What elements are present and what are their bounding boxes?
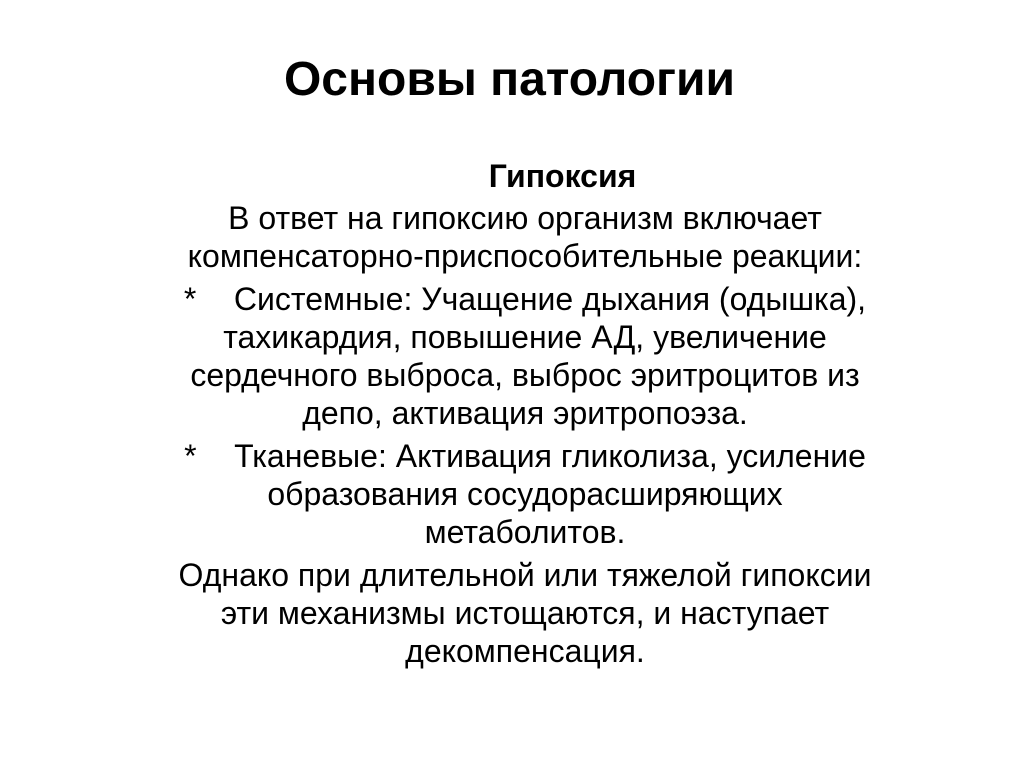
tissue-bullet [90, 437, 960, 551]
conclusion-paragraph [90, 556, 960, 670]
bullet-text-line: образования сосудорасширяющих [267, 476, 783, 512]
intro-paragraph [90, 199, 960, 275]
bullet-marker: * [184, 438, 197, 474]
bullet-marker: * [183, 281, 197, 317]
slide-title: Основы патологии [283, 53, 736, 106]
intro-line: компенсаторно-приспособительные реакции: [187, 238, 863, 274]
bullet-text-line: Тканевые: Активация гликолиза, усиление [234, 438, 866, 474]
conclusion-line: Однако при длительной или тяжелой гипоксии [178, 557, 872, 593]
bullet-text-line: Системные: Учащение дыхания (одышка), [233, 281, 867, 317]
intro-line: В ответ на гипоксию организм включает [228, 200, 822, 236]
subheading: Гипоксия [488, 158, 637, 194]
bullet-text-line: тахикардия, повышение АД, увеличение [223, 319, 827, 355]
slide-body [90, 157, 960, 675]
bullet-text-line: метаболитов. [424, 514, 626, 550]
systemic-bullet [90, 280, 960, 432]
conclusion-line: эти механизмы истощаются, и наступает [220, 595, 830, 631]
conclusion-line: декомпенсация. [405, 633, 645, 669]
bullet-text-line: сердечного выброса, выброс эритроцитов из [190, 357, 860, 393]
bullet-text-line: депо, активация эритропоэза. [302, 395, 748, 431]
